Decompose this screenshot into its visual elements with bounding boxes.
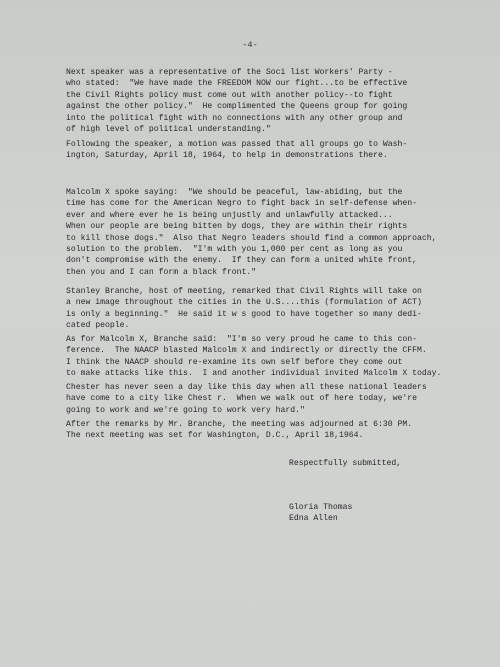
closing: Respectfully submitted, bbox=[289, 459, 402, 468]
text-line: to make attacks like this. I and another individual invited Malcolm X today. bbox=[66, 369, 442, 379]
paragraph-malcolm-x-speech bbox=[66, 187, 448, 278]
text-line: into the political fight with no connections with any other group and bbox=[66, 113, 403, 123]
text-line: time has come for the American Negro to fight back in self-defense when- bbox=[66, 199, 418, 209]
paragraph-chester bbox=[66, 382, 448, 416]
text-line: When our people are being bitten by dogs, they are within their rights bbox=[66, 222, 408, 232]
text-line: cated people. bbox=[66, 321, 130, 331]
text-line: Next speaker was a representative of the Soci list Workers' Party - bbox=[66, 68, 393, 77]
text-line: ington, Saturday, April 18, 1964, to help in demonstrations there. bbox=[66, 151, 388, 161]
text-line: a new image throughout the cities in the U.S....this (formulation of ACT) bbox=[66, 298, 422, 308]
text-line: to kill those dogs." Also that Negro leaders should find a common approach, bbox=[66, 233, 437, 243]
signature-name: Gloria Thomas bbox=[289, 503, 353, 512]
text-line: then you and I can form a black front." bbox=[66, 267, 257, 277]
text-line: After the remarks by Mr. Branche, the meeting was adjourned at 6:30 PM. bbox=[66, 420, 413, 429]
text-line: the Civil Rights policy must come out with another policy--to fight bbox=[66, 90, 393, 100]
paragraph-socialist-speaker bbox=[66, 67, 448, 135]
paragraph-branche-on-malcolm bbox=[66, 334, 448, 380]
text-line: Malcolm X spoke saying: "We should be peaceful, law-abiding, but the bbox=[66, 188, 403, 197]
text-line: against the other policy." He complimented the Queens group for going bbox=[66, 102, 408, 112]
text-line: who stated: "We have made the FREEDOM NOW our fight...to be effective bbox=[66, 79, 408, 89]
text-line: Following the speaker, a motion was passed that all groups go to Wash- bbox=[66, 140, 408, 149]
text-line: ference. The NAACP blasted Malcolm X and indirectly or directly the CFFM. bbox=[66, 346, 427, 356]
paragraph-motion bbox=[66, 139, 448, 162]
signatures bbox=[289, 502, 352, 525]
text-line: don't compromise with the enemy. If they can form a united white front, bbox=[66, 256, 418, 266]
text-line: solution to the problem. "I'm with you 1,000 per cent as long as you bbox=[66, 245, 403, 255]
signature-name: Edna Allen bbox=[289, 514, 338, 524]
text-line: ever and where ever he is being unjustly and unlawfully attacked... bbox=[66, 210, 393, 220]
paragraph-branche-remarks bbox=[66, 286, 448, 332]
text-line: is only a beginning." He said it w s good to have together so many dedi- bbox=[66, 309, 422, 319]
text-line: going to work and we're going to work very hard." bbox=[66, 405, 305, 415]
text-line: I think the NAACP should re-examine its own self before they come out bbox=[66, 357, 403, 367]
paragraph-adjournment bbox=[66, 419, 448, 442]
text-line: of high level of political understanding." bbox=[66, 125, 271, 135]
text-line: As for Malcolm X, Branche said: "I'm so very proud he came to this con- bbox=[66, 335, 418, 344]
text-line: Chester has never seen a day like this day when all these national leaders bbox=[66, 383, 427, 392]
page-number: -4- bbox=[242, 40, 258, 50]
text-line: Stanley Branche, host of meeting, remarked that Civil Rights will take on bbox=[66, 287, 422, 296]
text-line: The next meeting was set for Washington, D.C., April 18,1964. bbox=[66, 431, 364, 441]
text-line: have come to a city like Chest r. When we walk out of here today, we're bbox=[66, 394, 418, 404]
